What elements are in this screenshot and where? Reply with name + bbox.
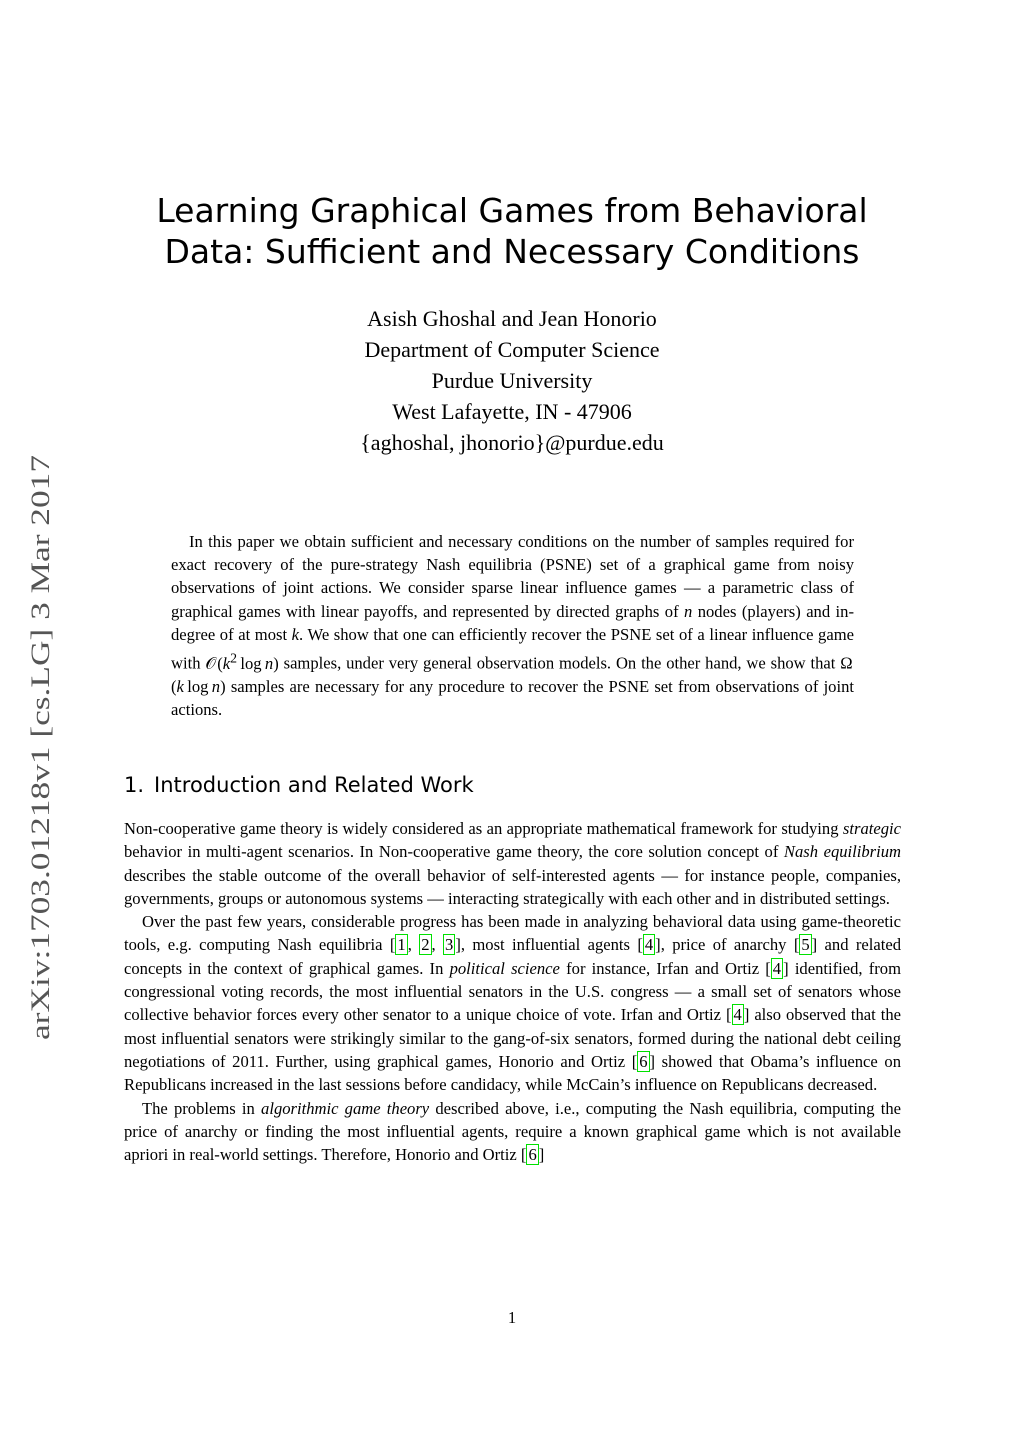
omega-expression: Ω (k log n) — [171, 653, 854, 696]
citation-link[interactable]: 5 — [801, 935, 810, 955]
paragraph-text: ] identified, from congressional voting records, the most influential senators in the U.S. congress — a small set of senators whose collective behavior forces every other senator to a unique choice of vote. Irfan and Ortiz [ — [124, 958, 902, 1025]
math-operator: log — [187, 676, 209, 696]
author-emails: {aghoshal, jhonorio}@purdue.edu — [360, 430, 664, 455]
paragraph-text: Non-cooperative game theory is widely considered as an appropriate mathematical framework for studying — [124, 819, 843, 838]
paragraph-text: ] and related concepts in the context of graphical games. In — [124, 935, 901, 978]
citation-link[interactable]: 1 — [397, 935, 406, 955]
paragraph-text: behavior in multi-agent scenarios. In Non-cooperative game theory, the core solution concept of — [124, 842, 784, 862]
abstract-text: nodes (players) and in-degree of at most — [171, 601, 854, 644]
author-block — [124, 303, 900, 458]
paper-title — [124, 190, 900, 272]
paragraph-text: describes the stable outcome of the overall behavior of self-interested agents — for instance people, companies, governments, groups or autonomous systems — interacting strategically with each other and in distributed settings. — [124, 865, 901, 908]
arxiv-identifier-text: arXiv:1703.01218v1 [cs.LG] 3 Mar 2017 — [26, 609, 55, 1040]
arxiv-identifier-stamp — [26, 455, 55, 1040]
author-department: Department of Computer Science — [364, 337, 660, 362]
math-var: k — [291, 624, 300, 644]
abstract-text: samples are necessary for any procedure to recover the PSNE set from observations of joint actions. — [171, 676, 854, 719]
math-var: n — [211, 676, 221, 696]
math-exponent: 2 — [230, 650, 238, 666]
emphasis: political science — [449, 958, 560, 978]
emphasis: algorithmic game theory — [261, 1098, 430, 1118]
page-number: 1 — [507, 1308, 517, 1327]
math-var: n — [684, 601, 693, 621]
citation-link[interactable]: 4 — [733, 1005, 742, 1025]
math-symbol: 𝒪 — [205, 653, 216, 673]
section-heading — [124, 771, 474, 799]
abstract-text: samples, under very general observation models. On the other hand, we show that — [278, 653, 841, 673]
title-line-2: Data: Sufficient and Necessary Conditions — [164, 232, 860, 271]
paragraph-text: for instance, Irfan and Ortiz [ — [559, 958, 771, 978]
paragraph-text: ], price of anarchy [ — [655, 935, 800, 955]
abstract-text: In this paper we obtain sufficient and necessary conditions on the number of samples required for exact recovery of the pure-strategy Nash equilibria (PSNE) set of a graphical game from noisy observations of joint actions. We consider sparse linear influence games — a parametric class of graphical games with linear payoffs, and represented by directed graphs of — [171, 532, 854, 621]
author-location: West Lafayette, IN - 47906 — [392, 399, 632, 424]
math-var: n — [264, 653, 274, 673]
paragraph — [124, 817, 901, 910]
emphasis: strategic — [842, 819, 901, 838]
paragraph-text: ] showed that Obama’s influence on Republicans increased in the last sessions before candidacy, while McCain’s influence on Republicans decreased. — [124, 1051, 901, 1095]
body-text — [124, 817, 901, 1166]
math-var: k — [222, 653, 231, 673]
paragraph-text: ] — [538, 1145, 545, 1165]
math-operator: log — [240, 653, 262, 673]
citation-link[interactable]: 6 — [639, 1051, 648, 1071]
abstract-text: . We show that one can efficiently recover the PSNE set of a linear influence game with — [171, 624, 854, 673]
emphasis: Nash equilibrium — [783, 842, 902, 862]
big-o-expression: 𝒪 ($k^2$ log n) — [205, 650, 279, 673]
title-line-1: Learning Graphical Games from Behavioral — [156, 191, 868, 230]
author-names: Asish Ghoshal and Jean Honorio — [367, 306, 657, 331]
author-university: Purdue University — [431, 368, 593, 393]
paragraph-text: ], most influential agents [ — [455, 935, 643, 955]
citation-link[interactable]: 3 — [445, 935, 454, 955]
abstract — [171, 530, 854, 721]
citation-link[interactable]: 6 — [528, 1145, 537, 1165]
paragraph-text: The problems in — [142, 1098, 262, 1118]
paragraph-text: described above, i.e., computing the Nash equilibria, computing the price of anarchy or finding the most influential agents, require a known graphical game which is not available apriori in real-world settings. Therefore, Honorio and Ortiz [ — [124, 1098, 901, 1165]
paragraph — [124, 1097, 901, 1167]
citation-link[interactable]: 4 — [644, 935, 654, 955]
section-title: Introduction and Related Work — [154, 773, 474, 797]
paragraph-text: ] also observed that the most influential senators were strikingly similar to the gang-of-six senators, formed during the national debt ceiling negotiations of 2011. Further, using graphical games, Honorio and Ortiz [ — [124, 1005, 902, 1071]
paragraph: Over the past few years, considerable progress has been made in analyzing behavioral data using game-theoretic tools, e.g. computing Nash equilibria [ 1 , 2 , 3 ], most influential agents [ 4 ], price of anarchy [ 5 ] and related concepts in the context of graphical games. In political science for instance, Irfan and Ortiz [ 4 ] identified, from congressional voting records, the most influential senators in the U.S. congress — a small set of senators whose collective behavior forces every other senator to a unique choice of vote. Irfan and Ortiz [ 4 ] also observed that the most influential senators were strikingly similar to the gang-of-six senators, formed during the national debt ceiling negotiations of 2011. Further, using graphical games, Honorio and Ortiz [ 6 ] showed that Obama’s influence on Republicans increased in the last sessions before candidacy, while McCain’s influence on Republicans decreased. — [124, 912, 902, 1095]
paragraph-text: Over the past few years, considerable progress has been made in analyzing behavioral data using game-theoretic tools, e.g. computing Nash equilibria [ — [124, 912, 901, 955]
math-var: k — [176, 676, 184, 696]
citation-link[interactable]: 2 — [421, 935, 430, 955]
section-number: 1. — [124, 773, 145, 797]
citation-link[interactable]: 4 — [772, 958, 782, 978]
math-symbol: Ω — [840, 653, 853, 673]
